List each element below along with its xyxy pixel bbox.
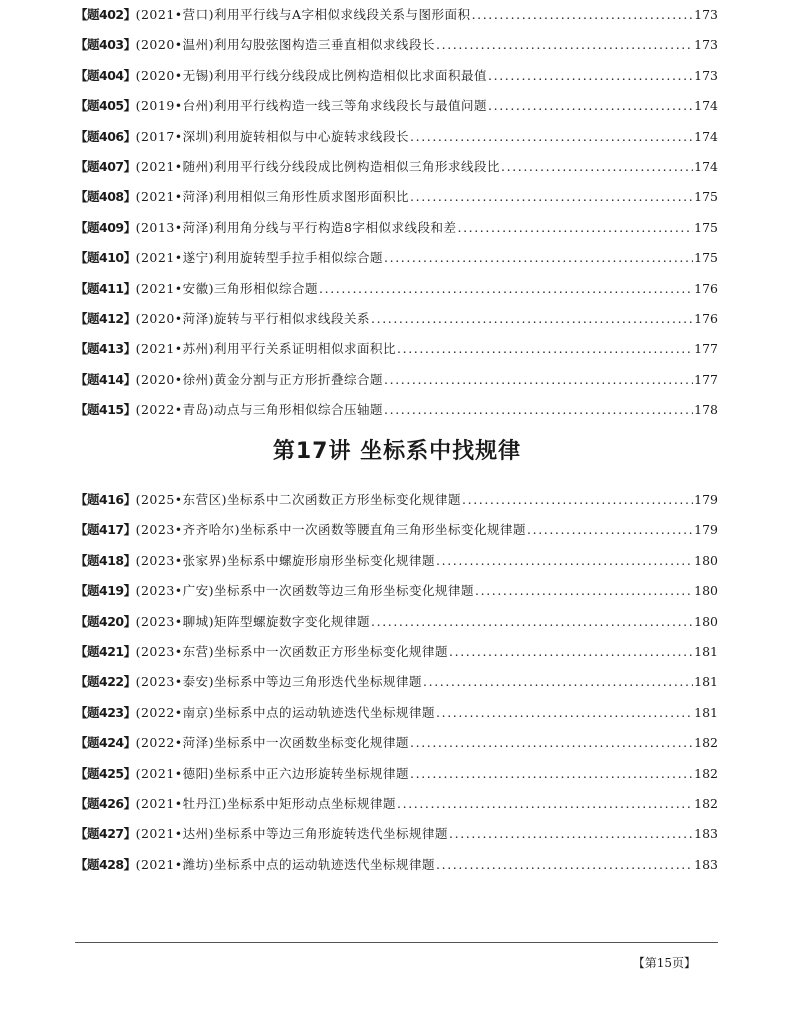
dot-leader: [397, 334, 693, 364]
problem-number: 【题409】: [75, 219, 136, 235]
page-ref: 182: [694, 765, 718, 781]
toc-entry[interactable]: [75, 728, 718, 758]
toc-entry[interactable]: [75, 274, 718, 304]
entry-title: (2021•牡丹江)坐标系中矩形动点坐标规律题: [135, 795, 397, 811]
problem-number: 【题413】: [75, 341, 136, 357]
problem-number: 【题407】: [75, 158, 136, 174]
dot-leader: [472, 0, 694, 30]
entry-title: (2023•张家界)坐标系中螺旋形扇形坐标变化规律题: [135, 552, 436, 568]
toc-entry[interactable]: [75, 243, 718, 273]
dot-leader: [488, 91, 693, 121]
page-ref: 174: [694, 128, 718, 144]
page-ref: 181: [694, 674, 718, 690]
toc-entry[interactable]: [75, 213, 718, 243]
page-ref: 174: [694, 158, 718, 174]
entry-title: (2020•温州)利用勾股弦图构造三垂直相似求线段长: [135, 37, 436, 53]
toc-entry[interactable]: [75, 637, 718, 667]
problem-number: 【题416】: [75, 492, 136, 507]
problem-number: 【题421】: [75, 643, 136, 659]
entry-title: (2021•潍坊)坐标系中点的运动轨迹迭代坐标规律题: [135, 856, 436, 872]
dot-leader: [436, 850, 693, 880]
dot-leader: [488, 61, 693, 91]
toc-entry[interactable]: [75, 334, 718, 364]
dot-leader: [410, 759, 693, 789]
page-ref: 175: [694, 219, 718, 235]
page-ref: 183: [694, 826, 718, 842]
entry-title: (2023•聊城)矩阵型螺旋数字变化规律题: [135, 613, 371, 629]
entry-title: (2021•营口)利用平行线与A字相似求线段关系与图形面积: [135, 7, 471, 22]
problem-number: 【题405】: [75, 98, 136, 114]
toc-entry[interactable]: [75, 182, 718, 212]
dot-leader: [384, 395, 693, 425]
entry-title: (2021•遂宁)利用旋转型手拉手相似综合题: [135, 250, 384, 266]
entry-title: (2022•南京)坐标系中点的运动轨迹迭代坐标规律题: [135, 704, 436, 720]
dot-leader: [462, 485, 693, 515]
page-ref: 177: [694, 341, 718, 357]
toc-entry[interactable]: [75, 607, 718, 637]
dot-leader: [371, 607, 693, 637]
toc-entry[interactable]: [75, 576, 718, 606]
dot-leader: [319, 274, 693, 304]
dot-leader: [397, 789, 693, 819]
entry-title: (2021•德阳)坐标系中正六边形旋转坐标规律题: [135, 765, 410, 781]
problem-number: 【题423】: [75, 704, 136, 720]
problem-number: 【题425】: [75, 765, 136, 781]
dot-leader: [436, 698, 693, 728]
dot-leader: [449, 637, 693, 667]
problem-number: 【题419】: [75, 583, 136, 599]
dot-leader: [475, 576, 693, 606]
page-ref: 178: [694, 402, 718, 418]
problem-number: 【题418】: [75, 552, 136, 568]
entry-title: (2021•达州)坐标系中等边三角形旋转迭代坐标规律题: [135, 826, 449, 842]
entry-title: (2017•深圳)利用旋转相似与中心旋转求线段长: [135, 128, 410, 144]
toc-entry[interactable]: [75, 667, 718, 697]
entry-title: (2021•安徽)三角形相似综合题: [135, 280, 319, 296]
problem-number: 【题410】: [75, 250, 136, 266]
dot-leader: [371, 304, 693, 334]
page-ref: 173: [694, 7, 718, 22]
problem-number: 【题415】: [75, 402, 136, 418]
entry-title: (2013•菏泽)利用角分线与平行构造8字相似求线段和差: [135, 219, 457, 235]
page-ref: 181: [694, 704, 718, 720]
dot-leader: [436, 546, 693, 576]
toc-entry[interactable]: [75, 759, 718, 789]
entry-title: (2020•菏泽)旋转与平行相似求线段关系: [135, 310, 371, 326]
problem-number: 【题414】: [75, 371, 136, 387]
page-ref: 176: [694, 280, 718, 296]
entry-title: (2022•菏泽)坐标系中一次函数坐标变化规律题: [135, 735, 410, 751]
dot-leader: [436, 30, 693, 60]
entry-title: (2020•徐州)黄金分割与正方形折叠综合题: [135, 371, 384, 387]
toc-entry[interactable]: [75, 789, 718, 819]
dot-leader: [410, 182, 693, 212]
page-ref: 173: [694, 37, 718, 53]
problem-number: 【题412】: [75, 310, 136, 326]
entry-title: (2021•菏泽)利用相似三角形性质求图形面积比: [135, 189, 410, 205]
page-ref: 179: [694, 492, 718, 507]
toc-entry[interactable]: [75, 61, 718, 91]
toc-entry[interactable]: [75, 0, 718, 30]
entry-title: (2023•泰安)坐标系中等边三角形迭代坐标规律题: [135, 674, 423, 690]
problem-number: 【题406】: [75, 128, 136, 144]
toc-entry[interactable]: [75, 91, 718, 121]
toc-section-17: [75, 485, 718, 880]
page-ref: 181: [694, 643, 718, 659]
problem-number: 【题424】: [75, 735, 136, 751]
toc-entry[interactable]: [75, 30, 718, 60]
page-ref: 174: [694, 98, 718, 114]
entry-title: (2023•广安)坐标系中一次函数等边三角形坐标变化规律题: [135, 583, 475, 599]
dot-leader: [423, 667, 693, 697]
page-ref: 179: [694, 522, 718, 538]
dot-leader: [527, 515, 693, 545]
toc-entry[interactable]: [75, 485, 718, 515]
toc-entry[interactable]: [75, 819, 718, 849]
toc-entry[interactable]: [75, 304, 718, 334]
problem-number: 【题408】: [75, 189, 136, 205]
page-ref: 180: [694, 613, 718, 629]
page-ref: 176: [694, 310, 718, 326]
problem-number: 【题403】: [75, 37, 136, 53]
toc-entry[interactable]: [75, 152, 718, 182]
entry-title: (2021•苏州)利用平行关系证明相似求面积比: [135, 341, 397, 357]
dot-leader: [449, 819, 693, 849]
page-ref: 173: [694, 67, 718, 83]
entry-title: (2021•随州)利用平行线分线段成比例构造相似三角形求线段比: [135, 158, 501, 174]
problem-number: 【题402】: [75, 7, 136, 22]
entry-title: (2023•东营)坐标系中一次函数正方形坐标变化规律题: [135, 643, 449, 659]
entry-title: (2023•齐齐哈尔)坐标系中一次函数等腰直角三角形坐标变化规律题: [135, 522, 527, 538]
page-ref: 182: [694, 735, 718, 751]
page-number: 【第15页】: [632, 956, 696, 970]
page-ref: 180: [694, 583, 718, 599]
dot-leader: [384, 365, 693, 395]
dot-leader: [458, 213, 694, 243]
problem-number: 【题420】: [75, 613, 136, 629]
toc-entry[interactable]: [75, 515, 718, 545]
dot-leader: [410, 728, 693, 758]
toc-entry[interactable]: [75, 365, 718, 395]
entry-title: (2025•东营区)坐标系中二次函数正方形坐标变化规律题: [135, 492, 462, 507]
page-ref: 175: [694, 189, 718, 205]
problem-number: 【题411】: [75, 280, 136, 296]
toc-entry[interactable]: [75, 850, 718, 880]
page-ref: 177: [694, 371, 718, 387]
problem-number: 【题427】: [75, 826, 136, 842]
page-ref: 182: [694, 795, 718, 811]
problem-number: 【题422】: [75, 674, 136, 690]
footer-divider: [75, 942, 718, 943]
toc-entry[interactable]: [75, 546, 718, 576]
toc-entry[interactable]: [75, 395, 718, 425]
toc-entry[interactable]: [75, 122, 718, 152]
page-ref: 180: [694, 552, 718, 568]
problem-number: 【题417】: [75, 522, 136, 538]
toc-section-16: [75, 0, 718, 425]
problem-number: 【题404】: [75, 67, 136, 83]
problem-number: 【题428】: [75, 856, 136, 872]
dot-leader: [384, 243, 693, 273]
problem-number: 【题426】: [75, 795, 136, 811]
entry-title: (2019•台州)利用平行线构造一线三等角求线段长与最值问题: [135, 98, 488, 114]
page-ref: 183: [694, 856, 718, 872]
toc-entry[interactable]: [75, 698, 718, 728]
page-ref: 175: [694, 250, 718, 266]
dot-leader: [501, 152, 693, 182]
chapter-heading: 第17讲 坐标系中找规律: [272, 439, 522, 464]
entry-title: (2022•青岛)动点与三角形相似综合压轴题: [135, 402, 384, 418]
entry-title: (2020•无锡)利用平行线分线段成比例构造相似比求面积最值: [135, 67, 488, 83]
dot-leader: [410, 122, 693, 152]
